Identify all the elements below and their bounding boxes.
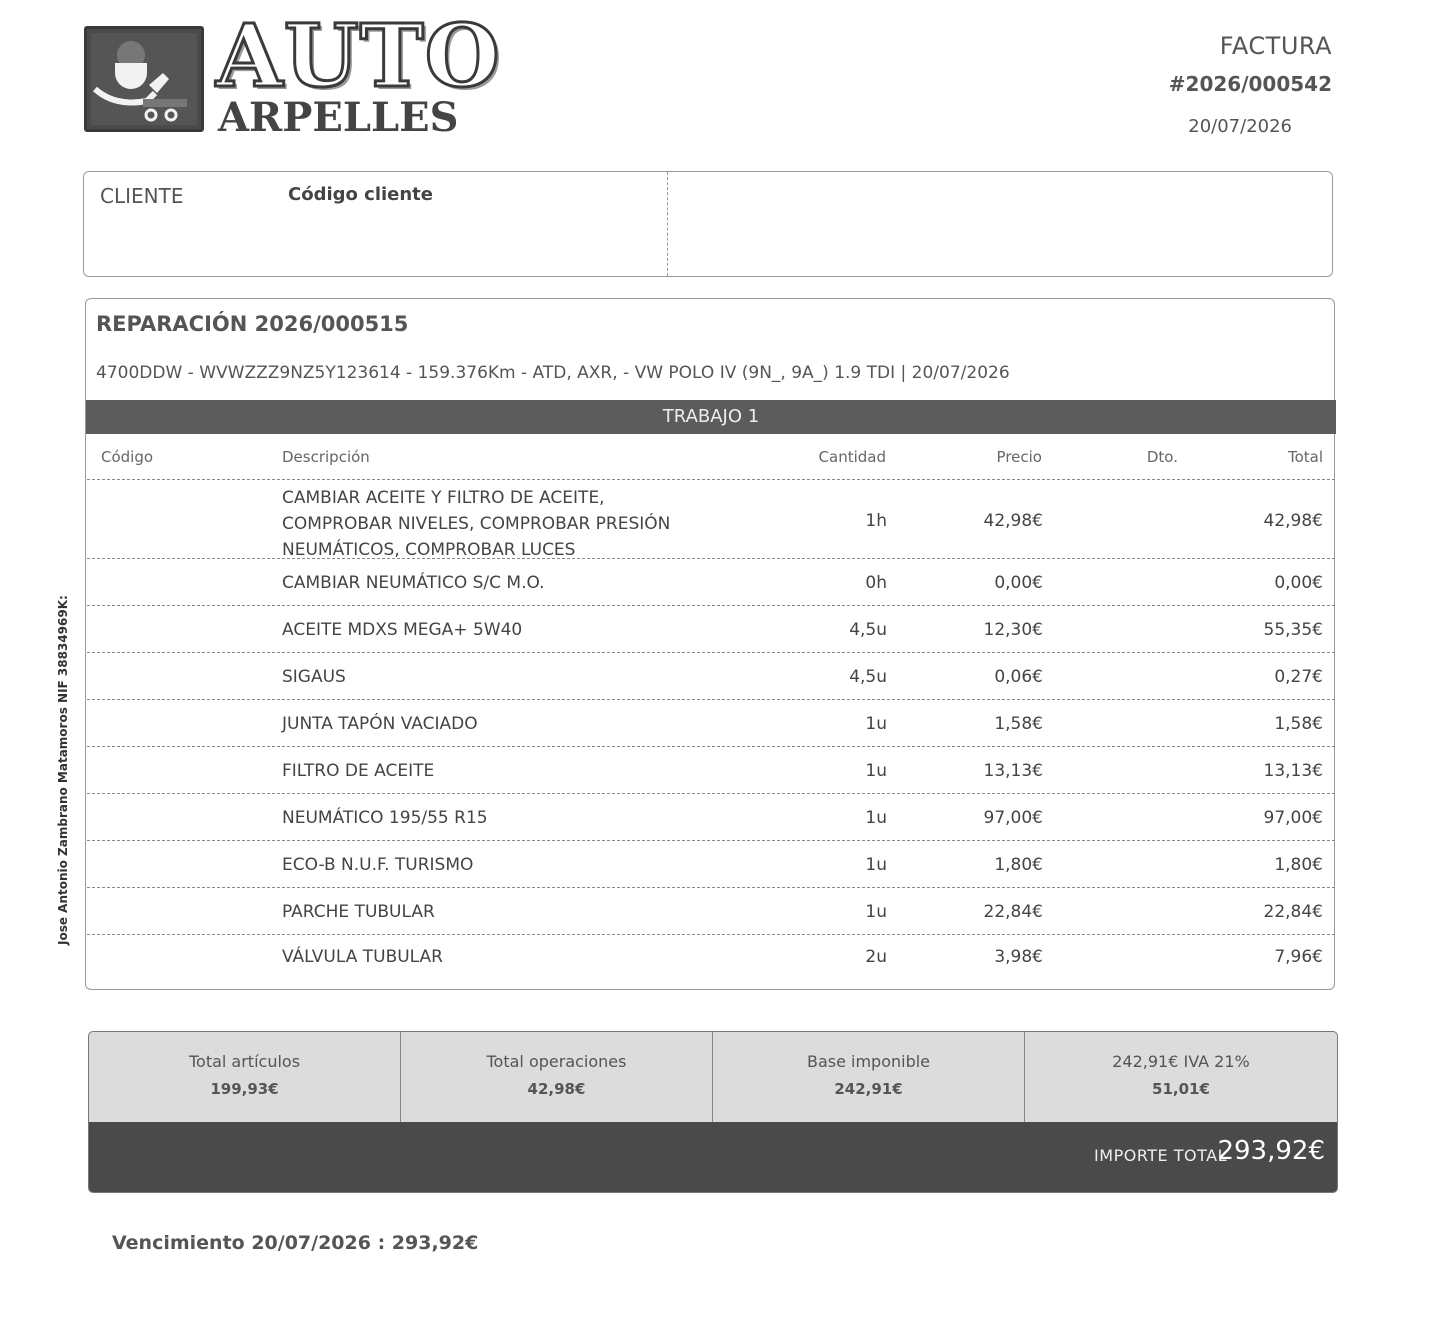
row-price: 1,80€ (994, 855, 1043, 875)
header-quantity: Cantidad (818, 448, 886, 466)
row-description: VÁLVULA TUBULAR (282, 947, 443, 967)
summary-value: 242,91€ (834, 1080, 903, 1098)
table-row (87, 888, 1335, 935)
summary-box (88, 1031, 1338, 1193)
row-total: 0,00€ (1274, 573, 1323, 593)
row-total: 1,80€ (1274, 855, 1323, 875)
row-price: 97,00€ (983, 808, 1043, 828)
row-quantity: 1u (865, 902, 887, 922)
row-quantity: 4,5u (849, 620, 887, 640)
brand-name-line2: ARPELLES (218, 94, 459, 141)
summary-cell (1025, 1032, 1337, 1122)
table-row (87, 794, 1335, 841)
mechanic-icon (87, 29, 201, 129)
row-price: 0,06€ (994, 667, 1043, 687)
row-quantity: 1u (865, 855, 887, 875)
row-description: CAMBIAR ACEITE Y FILTRO DE ACEITE, COMPROBAR NIVELES, COMPROBAR PRESIÓN NEUMÁTICOS, COMPROBAR LUCES (282, 488, 671, 560)
summary-label: Total artículos (188, 1052, 301, 1071)
row-quantity: 1u (865, 714, 887, 734)
row-description: ACEITE MDXS MEGA+ 5W40 (282, 620, 523, 640)
summary-value: 199,93€ (210, 1080, 279, 1098)
row-total: 22,84€ (1263, 902, 1323, 922)
row-description: SIGAUS (282, 667, 346, 687)
job-title: TRABAJO 1 (86, 400, 1336, 434)
table-row (87, 747, 1335, 794)
row-price: 13,13€ (983, 761, 1043, 781)
table-row (87, 653, 1335, 700)
due-date: Vencimiento 20/07/2026 : 293,92€ (112, 1232, 479, 1254)
brand-name-line1: AUTO (216, 6, 501, 107)
header-discount: Dto. (1146, 448, 1178, 466)
logo-icon (84, 26, 204, 132)
row-quantity: 1h (865, 511, 887, 531)
invoice-label: FACTURA (1219, 32, 1332, 60)
summary-cell (89, 1032, 401, 1122)
row-description: CAMBIAR NEUMÁTICO S/C M.O. (282, 573, 545, 593)
summary-value: 42,98€ (527, 1080, 586, 1098)
row-description: PARCHE TUBULAR (282, 902, 435, 922)
table-row (87, 606, 1335, 653)
row-description: JUNTA TAPÓN VACIADO (282, 714, 478, 734)
summary-label: Total operaciones (486, 1052, 627, 1071)
summary-label: 242,91€ IVA 21% (1112, 1052, 1250, 1071)
summary-cell (401, 1032, 713, 1122)
summary-label: Base imponible (806, 1052, 931, 1071)
row-quantity: 4,5u (849, 667, 887, 687)
client-label: CLIENTE (100, 184, 184, 208)
row-price: 1,58€ (994, 714, 1043, 734)
client-code-label: Código cliente (288, 184, 433, 205)
side-note: Jose Antonio Zambrano Matamoros NIF 38834969K: (56, 595, 70, 945)
summary-value: 51,01€ (1152, 1080, 1210, 1098)
row-quantity: 2u (865, 947, 887, 967)
row-description: FILTRO DE ACEITE (282, 761, 435, 781)
repair-title: REPARACIÓN 2026/000515 (96, 312, 409, 336)
row-quantity: 1u (865, 808, 887, 828)
header-description: Descripción (282, 448, 370, 466)
client-divider (667, 172, 668, 276)
client-box (83, 171, 1333, 277)
row-price: 42,98€ (983, 511, 1043, 531)
row-quantity: 0h (865, 573, 887, 593)
header-total: Total (1287, 448, 1323, 466)
table-row (87, 935, 1335, 981)
row-total: 1,58€ (1274, 714, 1323, 734)
summary-cell (713, 1032, 1025, 1122)
total-value: 293,92€ (1217, 1136, 1325, 1166)
row-description: NEUMÁTICO 195/55 R15 (282, 808, 488, 828)
row-total: 42,98€ (1263, 511, 1323, 531)
row-price: 22,84€ (983, 902, 1043, 922)
header-code: Código (101, 448, 154, 466)
table-row (87, 841, 1335, 888)
row-price: 12,30€ (983, 620, 1043, 640)
invoice-date: 20/07/2026 (1188, 116, 1292, 137)
row-total: 55,35€ (1263, 620, 1323, 640)
row-total: 97,00€ (1263, 808, 1323, 828)
row-price: 3,98€ (994, 947, 1043, 967)
row-description: ECO-B N.U.F. TURISMO (282, 855, 474, 875)
table-row (87, 700, 1335, 747)
row-price: 0,00€ (994, 573, 1043, 593)
row-total: 13,13€ (1263, 761, 1323, 781)
row-total: 0,27€ (1274, 667, 1323, 687)
invoice-number: #2026/000542 (1168, 72, 1332, 96)
total-label: IMPORTE TOTAL (1094, 1146, 1227, 1165)
row-quantity: 1u (865, 761, 887, 781)
table-row (87, 480, 1335, 559)
vehicle-info: 4700DDW - WVWZZZ9NZ5Y123614 - 159.376Km - ATD, AXR, - VW POLO IV (9N_, 9A_) 1.9 TDI | 20/07/2026 (96, 363, 1010, 383)
header-price: Precio (996, 448, 1042, 466)
total-bar (89, 1122, 1337, 1193)
table-row (87, 559, 1335, 606)
row-total: 7,96€ (1274, 947, 1323, 967)
